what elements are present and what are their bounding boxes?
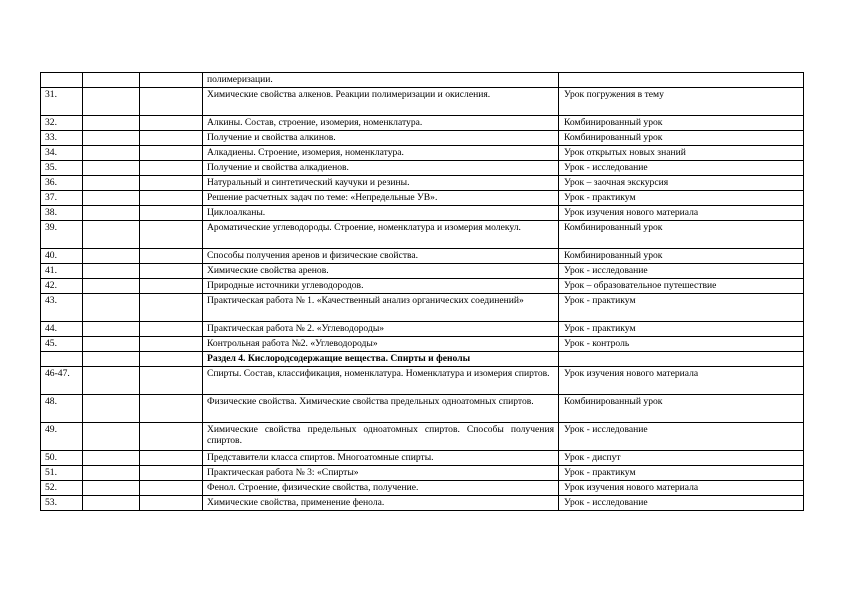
date-fact-cell [140,146,203,161]
table-row [41,337,804,352]
lesson-topic-cell: Практическая работа № 1. «Качественный анализ органических соединений» [203,294,559,322]
table-row [41,146,804,161]
lesson-topic-cell: Алкины. Состав, строение, изомерия, номенклатура. [203,116,559,131]
date-fact-cell [140,367,203,395]
lesson-type-cell: Урок - исследование [559,161,804,176]
date-plan-cell [83,146,140,161]
lesson-type-cell: Урок - практикум [559,466,804,481]
date-fact-cell [140,73,203,88]
lesson-type-cell: Комбинированный урок [559,131,804,146]
lesson-type-cell: Урок - практикум [559,294,804,322]
lesson-topic-cell: Получение и свойства алкинов. [203,131,559,146]
lesson-number-cell: 35. [41,161,83,176]
lesson-topic-cell: Ароматические углеводороды. Строение, номенклатура и изомерия молекул. [203,221,559,249]
lesson-type-cell: Урок изучения нового материала [559,481,804,496]
table-row [41,131,804,146]
date-fact-cell [140,116,203,131]
lesson-number-cell: 45. [41,337,83,352]
lesson-topic-cell: Контрольная работа №2. «Углеводороды» [203,337,559,352]
lesson-topic-cell: Алкадиены. Строение, изомерия, номенклатура. [203,146,559,161]
table-row [41,116,804,131]
table-row [41,481,804,496]
lesson-number-cell: 41. [41,264,83,279]
table-row [41,294,804,322]
date-plan-cell [83,481,140,496]
lesson-type-cell: Урок - исследование [559,496,804,511]
lesson-type-cell: Урок - исследование [559,264,804,279]
lesson-number-cell: 39. [41,221,83,249]
date-fact-cell [140,249,203,264]
lesson-number-cell: 33. [41,131,83,146]
lesson-type-cell: Комбинированный урок [559,249,804,264]
lesson-type-cell: Урок погружения в тему [559,88,804,116]
lesson-topic-cell: Циклоалканы. [203,206,559,221]
table-row [41,466,804,481]
lesson-topic-cell: Получение и свойства алкадиенов. [203,161,559,176]
table-row [41,221,804,249]
lesson-number-cell: 48. [41,395,83,423]
lesson-topic-cell: Натуральный и синтетический каучуки и резины. [203,176,559,191]
lesson-number-cell: 32. [41,116,83,131]
lesson-type-cell: Урок изучения нового материала [559,367,804,395]
date-plan-cell [83,279,140,294]
date-plan-cell [83,294,140,322]
section-title-cell: Раздел 4. Кислородсодержащие вещества. Спирты и фенолы [203,352,559,367]
date-plan-cell [83,249,140,264]
date-fact-cell [140,451,203,466]
lesson-number-cell: 51. [41,466,83,481]
lesson-topic-cell: Химические свойства, применение фенола. [203,496,559,511]
table-row [41,249,804,264]
lesson-topic-cell: Природные источники углеводородов. [203,279,559,294]
table-row [41,367,804,395]
section-row [41,352,804,367]
lesson-type-cell: Урок – заочная экскурсия [559,176,804,191]
table-row [41,88,804,116]
date-plan-cell [83,352,140,367]
lesson-plan-table-body [41,73,804,511]
date-fact-cell [140,294,203,322]
table-row [41,191,804,206]
lesson-plan-table [40,72,804,511]
date-plan-cell [83,423,140,451]
lesson-type-cell: Комбинированный урок [559,221,804,249]
date-fact-cell [140,496,203,511]
date-plan-cell [83,176,140,191]
lesson-topic-cell: Практическая работа № 3: «Спирты» [203,466,559,481]
lesson-type-cell: Комбинированный урок [559,395,804,423]
lesson-topic-cell: Практическая работа № 2. «Углеводороды» [203,322,559,337]
date-plan-cell [83,73,140,88]
date-plan-cell [83,395,140,423]
table-row [41,322,804,337]
table-row [41,161,804,176]
lesson-number-cell: 52. [41,481,83,496]
lesson-number-cell: 50. [41,451,83,466]
lesson-number-cell: 43. [41,294,83,322]
lesson-type-cell [559,352,804,367]
date-plan-cell [83,367,140,395]
lesson-topic-cell: Решение расчетных задач по теме: «Непредельные УВ». [203,191,559,206]
lesson-number-cell: 46-47. [41,367,83,395]
lesson-type-cell: Урок - исследование [559,423,804,451]
date-plan-cell [83,451,140,466]
date-fact-cell [140,131,203,146]
lesson-number-cell [41,73,83,88]
lesson-topic-cell: Способы получения аренов и физические свойства. [203,249,559,264]
table-row [41,176,804,191]
date-plan-cell [83,221,140,249]
lesson-number-cell: 53. [41,496,83,511]
date-plan-cell [83,161,140,176]
date-plan-cell [83,322,140,337]
lesson-number-cell: 42. [41,279,83,294]
date-plan-cell [83,131,140,146]
lesson-topic-cell: Фенол. Строение, физические свойства, получение. [203,481,559,496]
lesson-type-cell: Урок открытых новых знаний [559,146,804,161]
table-row [41,279,804,294]
date-plan-cell [83,116,140,131]
lesson-topic-cell: Представители класса спиртов. Многоатомные спирты. [203,451,559,466]
lesson-type-cell: Урок - контроль [559,337,804,352]
lesson-topic-cell: Химические свойства аренов. [203,264,559,279]
lesson-topic-cell: Химические свойства предельных одноатомных спиртов. Способы получения спиртов. [203,423,559,451]
date-plan-cell [83,466,140,481]
lesson-number-cell [41,352,83,367]
date-fact-cell [140,176,203,191]
date-fact-cell [140,279,203,294]
date-plan-cell [83,337,140,352]
date-fact-cell [140,481,203,496]
date-fact-cell [140,191,203,206]
date-fact-cell [140,161,203,176]
lesson-type-cell: Урок изучения нового материала [559,206,804,221]
lesson-type-cell: Урок - практикум [559,322,804,337]
lesson-type-cell [559,73,804,88]
lesson-type-cell: Урок - диспут [559,451,804,466]
date-plan-cell [83,264,140,279]
date-fact-cell [140,423,203,451]
table-row [41,423,804,451]
date-plan-cell [83,88,140,116]
table-row [41,496,804,511]
lesson-topic-cell: Спирты. Состав, классификация, номенклатура. Номенклатура и изомерия спиртов. [203,367,559,395]
lesson-number-cell: 38. [41,206,83,221]
lesson-number-cell: 31. [41,88,83,116]
lesson-number-cell: 40. [41,249,83,264]
date-fact-cell [140,395,203,423]
lesson-topic-cell: полимеризации. [203,73,559,88]
date-plan-cell [83,496,140,511]
table-row [41,395,804,423]
lesson-number-cell: 37. [41,191,83,206]
date-plan-cell [83,206,140,221]
date-fact-cell [140,466,203,481]
lesson-topic-cell: Физические свойства. Химические свойства предельных одноатомных спиртов. [203,395,559,423]
date-plan-cell [83,191,140,206]
table-row [41,206,804,221]
date-fact-cell [140,221,203,249]
lesson-type-cell: Комбинированный урок [559,116,804,131]
date-fact-cell [140,337,203,352]
lesson-type-cell: Урок - практикум [559,191,804,206]
lesson-number-cell: 44. [41,322,83,337]
table-row [41,264,804,279]
table-row [41,73,804,88]
date-fact-cell [140,206,203,221]
date-fact-cell [140,322,203,337]
lesson-topic-cell: Химические свойства алкенов. Реакции полимеризации и окисления. [203,88,559,116]
lesson-type-cell: Урок – образовательное путешествие [559,279,804,294]
date-fact-cell [140,264,203,279]
date-fact-cell [140,352,203,367]
lesson-number-cell: 34. [41,146,83,161]
lesson-number-cell: 36. [41,176,83,191]
lesson-number-cell: 49. [41,423,83,451]
table-row [41,451,804,466]
date-fact-cell [140,88,203,116]
